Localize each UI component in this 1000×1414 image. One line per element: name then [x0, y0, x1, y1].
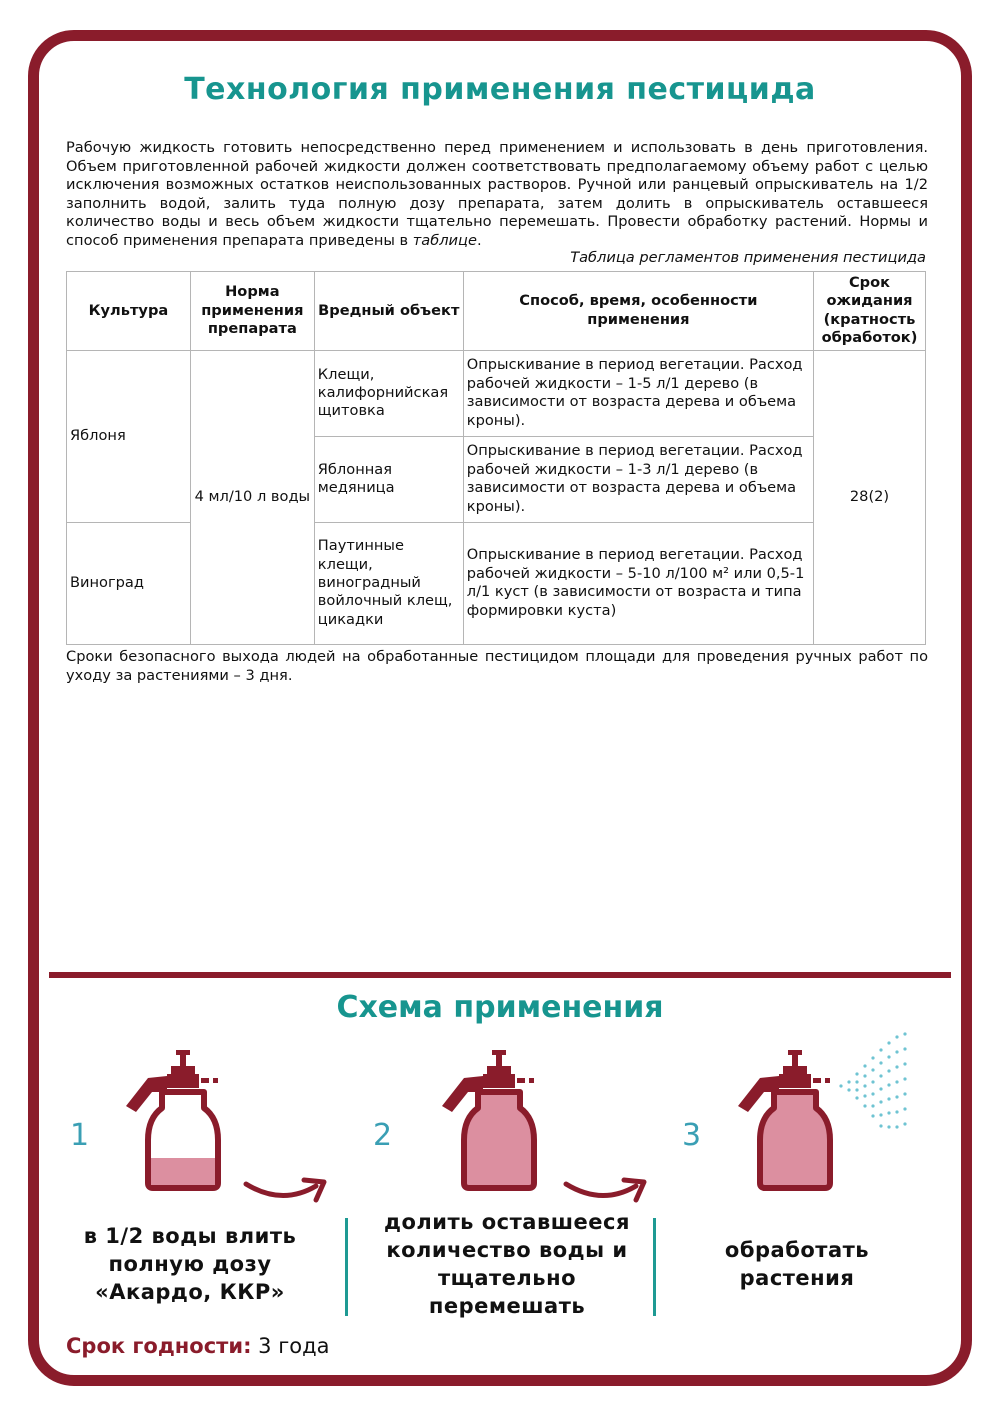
- pest-cell: Яблонная медяница: [314, 436, 463, 522]
- pest-cell: Клещи, калифорнийская щитовка: [314, 350, 463, 436]
- waiting-cell: 28(2): [814, 350, 926, 644]
- footnote: Сроки безопасного выхода людей на обработанные пестицидом площади для проведения ручных работ по уходу за растениями – 3 дня.: [66, 648, 928, 684]
- step-text: обработать растения: [724, 1238, 870, 1290]
- step-number: 1: [70, 1118, 90, 1153]
- header-method: Способ, время, особенности применения: [463, 272, 813, 351]
- crop-grape: Виноград: [67, 522, 191, 644]
- spray-mist-icon: [835, 1030, 915, 1142]
- header-rate: Норма применения препарата: [190, 272, 314, 351]
- step-number: 3: [682, 1118, 702, 1153]
- header-pest: Вредный объект: [314, 272, 463, 351]
- intro-text: Рабочую жидкость готовить непосредственно перед применением и использовать в день приготовления. Объем приготовленной рабочей жидкости должен соответствовать предполагаемому объему работ с целью исключения возможных остатков неиспользованных растворов. Ручной или ранцевый опрыскиватель на 1/2 заполнить водой, залить туда полную дозу препарата, затем долить в опрыскиватель оставшееся количество воды и весь объем жидкости тщательно перемешать. Провести обработку растений. Нормы и способ применения препарата приведены в: [66, 139, 928, 249]
- sprayer-full-icon: [436, 1048, 546, 1193]
- pest-cell: Паутинные клещи, виноградный войлочный клещ, цикадки: [314, 522, 463, 644]
- sprayer-half-icon: [120, 1048, 230, 1193]
- intro-paragraph: [66, 139, 928, 251]
- crop-apple: Яблоня: [67, 350, 191, 522]
- sprayer-full-icon: [732, 1048, 842, 1193]
- table-caption: Таблица регламентов применения пестицида: [570, 249, 926, 266]
- table-row: [67, 350, 926, 436]
- header-crop: Культура: [67, 272, 191, 351]
- header-waiting: Срок ожидания (кратность обработок): [814, 272, 926, 351]
- shelf-life-label: Срок годности:: [66, 1334, 252, 1358]
- method-cell: Опрыскивание в период вегетации. Расход рабочей жидкости – 5-10 л/100 м² или 0,5-1 л/1 куст (в зависимости от возраста и типа формировки куста): [463, 522, 813, 644]
- method-cell: Опрыскивание в период вегетации. Расход рабочей жидкости – 1-5 л/1 дерево (в зависимости от возраста дерева и объема кроны).: [463, 350, 813, 436]
- shelf-life: [66, 1334, 329, 1358]
- table-header-row: [67, 272, 926, 351]
- step-separator: [653, 1218, 656, 1316]
- intro-italic: таблице: [412, 231, 477, 249]
- arrow-icon: [240, 1170, 330, 1206]
- shelf-life-value: 3 года: [258, 1334, 330, 1358]
- intro-end: .: [476, 231, 482, 249]
- step-text: долить оставшееся количество воды и тщательно перемешать: [384, 1210, 630, 1318]
- method-cell: Опрыскивание в период вегетации. Расход рабочей жидкости – 1-3 л/1 дерево (в зависимости от возраста дерева и объема кроны).: [463, 436, 813, 522]
- regulations-table: [66, 271, 926, 645]
- section-divider: [49, 972, 951, 978]
- scheme-title: Схема применения: [336, 990, 664, 1025]
- rate-cell: 4 мл/10 л воды: [190, 350, 314, 644]
- page-title: Технология применения пестицида: [184, 72, 816, 107]
- arrow-icon: [560, 1170, 650, 1206]
- step-number: 2: [373, 1118, 393, 1153]
- step-separator: [345, 1218, 348, 1316]
- step-text: в 1/2 воды влить полную дозу «Акардо, ККР»: [83, 1224, 297, 1304]
